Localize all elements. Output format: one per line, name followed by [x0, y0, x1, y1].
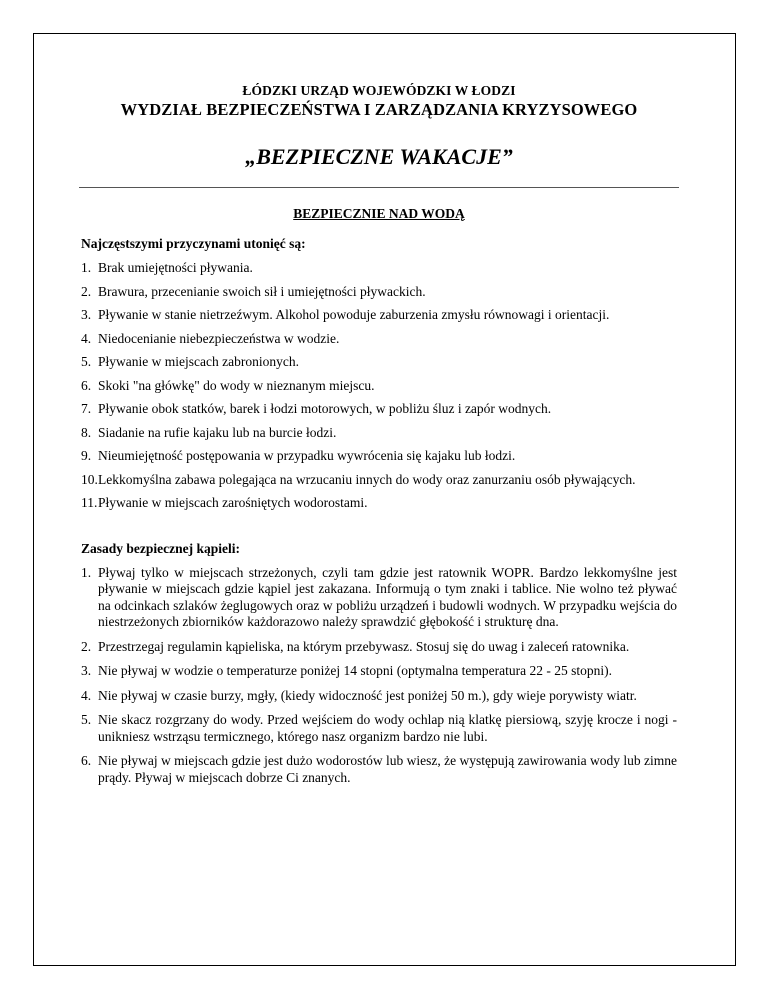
- item-number: 3.: [81, 307, 92, 322]
- list-item: [81, 753, 677, 786]
- item-number: 1.: [81, 260, 92, 275]
- list-item: [81, 663, 677, 680]
- item-text: Nie skacz rozgrzany do wody. Przed wejściem do wody ochlap nią klatkę piersiową, szyję krocze i nogi - unikniesz wstrząsu termicznego, którego nasz organizm bardzo nie lubi.: [98, 712, 677, 744]
- list-item: [81, 448, 677, 465]
- item-text: Brawura, przecenianie swoich sił i umiejętności pływackich.: [98, 283, 426, 299]
- item-number: 1.: [81, 564, 92, 580]
- item-text: Nie pływaj w czasie burzy, mgły, (kiedy widoczność jest poniżej 50 m.), gdy wieje porywisty wiatr.: [98, 687, 637, 703]
- list-item: [81, 688, 677, 705]
- item-text: Nieumiejętność postępowania w przypadku wywrócenia się kajaku lub łodzi.: [98, 448, 516, 463]
- item-text: Nie pływaj w miejscach gdzie jest dużo wodorostów lub wiesz, że występują zawirowania wody lub zimne prądy. Pływaj w miejscach dobrze Ci znanych.: [98, 753, 677, 785]
- department-name: WYDZIAŁ BEZPIECZEŃSTWA I ZARZĄDZANIA KRYZYSOWEGO: [120, 100, 638, 119]
- item-text: Pływanie w miejscach zabronionych.: [98, 354, 299, 369]
- item-number: 11.: [81, 495, 98, 510]
- list-item: [81, 378, 677, 395]
- item-text: Niedocenianie niebezpieczeństwa w wodzie.: [98, 330, 340, 346]
- item-number: 3.: [81, 663, 92, 678]
- item-number: 5.: [81, 712, 92, 727]
- causes-list: [81, 260, 677, 512]
- item-number: 6.: [81, 377, 92, 393]
- campaign-slogan: „BEZPIECZNE WAKACJE”: [245, 144, 513, 169]
- item-number: 6.: [81, 753, 92, 768]
- office-name: ŁÓDZKI URZĄD WOJEWÓDZKI W ŁODZI: [242, 83, 516, 98]
- list-item: [81, 495, 677, 512]
- list-item: [81, 354, 677, 371]
- item-text: Pływanie w miejscach zarośniętych wodorostami.: [98, 495, 368, 510]
- rules-heading: Zasady bezpiecznej kąpieli:: [81, 540, 240, 556]
- rules-list: [81, 565, 677, 787]
- item-text: Lekkomyślna zabawa polegająca na wrzucaniu innych do wody oraz zanurzaniu osób pływających.: [98, 471, 636, 487]
- item-number: 7.: [81, 401, 92, 416]
- item-number: 8.: [81, 424, 92, 440]
- item-text: Nie pływaj w wodzie o temperaturze poniżej 14 stopni (optymalna temperatura 22 - 25 stopni).: [98, 663, 612, 678]
- list-item: [81, 284, 677, 301]
- section-title: BEZPIECZNIE NAD WODĄ: [293, 206, 465, 221]
- item-number: 2.: [81, 638, 92, 654]
- list-item: [81, 425, 677, 442]
- item-text: Siadanie na rufie kajaku lub na burcie łodzi.: [98, 424, 337, 440]
- list-item: [81, 331, 677, 348]
- list-item: [81, 639, 677, 656]
- item-number: 5.: [81, 354, 92, 369]
- item-text: Pływaj tylko w miejscach strzeżonych, czyli tam gdzie jest ratownik WOPR. Bardzo lekkomyślne jest pływanie w miejscach gdzie kąpiel jest zakazana. Informują o tym znaki i tablice. Nie wolno też pływać na odcinkach szlaków żeglugowych oraz w pobliżu urządzeń i budowli wodnych. W przypadku wejścia do niestrzeżonych zbiorników każdorazowo należy sprawdzić głębokość i strukturę dna.: [98, 564, 677, 629]
- item-text: Pływanie obok statków, barek i łodzi motorowych, w pobliżu śluz i zapór wodnych.: [98, 401, 552, 416]
- item-number: 10.: [81, 471, 98, 487]
- item-number: 9.: [81, 448, 92, 463]
- causes-heading: Najczęstszymi przyczynami utonięć są:: [81, 236, 306, 251]
- item-text: Pływanie w stanie nietrzeźwym. Alkohol powoduje zaburzenia zmysłu równowagi i orientacji.: [98, 307, 610, 322]
- item-number: 4.: [81, 330, 92, 346]
- item-number: 2.: [81, 283, 92, 299]
- document-content: [81, 83, 677, 794]
- item-text: Skoki "na główkę" do wody w nieznanym miejscu.: [98, 377, 375, 393]
- list-item: [81, 307, 677, 324]
- item-text: Brak umiejętności pływania.: [98, 260, 253, 275]
- list-item: [81, 260, 677, 277]
- list-item: [81, 712, 677, 745]
- list-item: [81, 401, 677, 418]
- list-item: [81, 565, 677, 631]
- item-number: 4.: [81, 687, 92, 703]
- horizontal-divider: [79, 187, 679, 188]
- item-text: Przestrzegaj regulamin kąpieliska, na którym przebywasz. Stosuj się do uwag i zaleceń ratownika.: [98, 638, 630, 654]
- list-item: [81, 472, 677, 489]
